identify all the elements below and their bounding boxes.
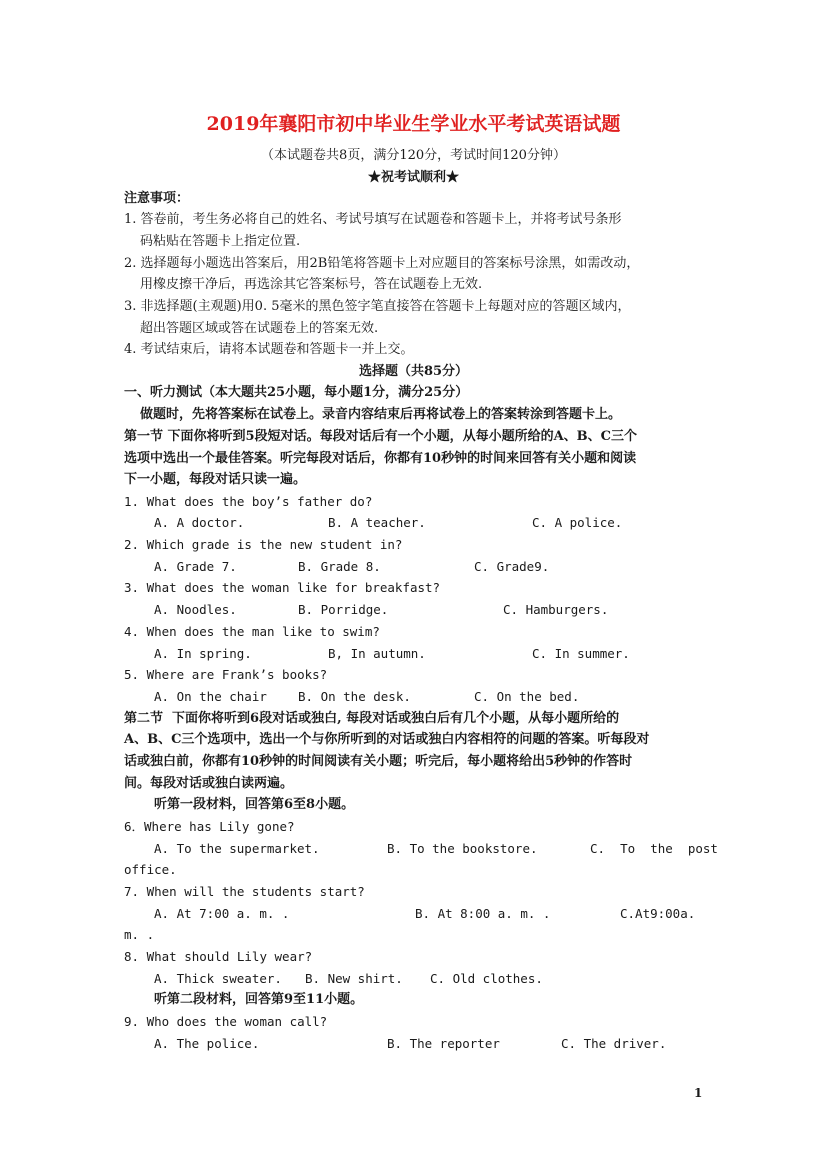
q1-option-c: C. A police. xyxy=(532,515,623,530)
notes-heading: 注意事项： xyxy=(124,191,190,206)
section2-line-1: 第二节 下面你将听到6段对话或独白, 每段对话或独白后有几个小题，从每小题所给的 xyxy=(124,711,620,726)
q2-option-b: B. Grade 8. xyxy=(298,559,381,574)
note-2-line-1: 2. 选择题每小题选出答案后，用2B铅笔将答题卡上对应题目的答案标号涂黑，如需改动， xyxy=(124,256,640,271)
good-luck-line: ★祝考试顺利★ xyxy=(367,170,459,185)
q9-option-b: B. The reporter xyxy=(387,1036,500,1051)
q4-option-b: B, In autumn. xyxy=(328,646,426,661)
section2-line-4: 间。每段对话或独白读两遍。 xyxy=(124,776,294,791)
q3-option-a: A. Noodles. xyxy=(154,602,237,617)
q8-option-b: B. New shirt. xyxy=(305,971,403,986)
q4-option-c: C. In summer. xyxy=(532,646,630,661)
note-3-line-2: 超出答题区域或答在试题卷上的答案无效. xyxy=(140,321,379,336)
part1-instruction: 做题时，先将答案标在试卷上。录音内容结束后再将试卷上的答案转涂到答题卡上。 xyxy=(140,407,622,422)
q8-option-c: C. Old clothes. xyxy=(430,971,543,986)
q3-option-b: B. Porridge. xyxy=(298,602,389,617)
material-2-heading: 听第二段材料，回答第9至11小题。 xyxy=(154,992,364,1007)
section1-line-3: 下一小题，每段对话只读一遍。 xyxy=(124,472,307,487)
q7-option-a: A. At 7:00 a. m. . xyxy=(154,906,290,921)
question-8: 8. What should Lily wear? xyxy=(124,949,313,964)
q6-option-a: A. To the supermarket. xyxy=(154,841,320,856)
q9-option-c: C. The driver. xyxy=(561,1036,667,1051)
q6-option-c: C. To the post xyxy=(590,841,718,856)
section2-line-3: 话或独白前，你都有10秒钟的时间阅读有关小题；听完后，每小题将给出5秒钟的作答时 xyxy=(124,754,633,769)
q7-option-c: C.At9:00a. xyxy=(620,906,696,921)
q5-option-b: B. On the desk. xyxy=(298,689,411,704)
q6-option-b: B. To the bookstore. xyxy=(387,841,538,856)
q7-option-b: B. At 8:00 a. m. . xyxy=(415,906,551,921)
section1-line-1: 第一节 下面你将听到5段短对话。每段对话后有一个小题，从每小题所给的A、B、C三个 xyxy=(124,429,637,444)
q1-option-b: B. A teacher. xyxy=(328,515,426,530)
question-5: 5. Where are Frank’s books? xyxy=(124,667,328,682)
page-number: 1 xyxy=(694,1086,703,1100)
note-4: 4. 考试结束后，请将本试题卷和答题卡一并上交。 xyxy=(124,342,414,357)
q6-option-c-continued: office. xyxy=(124,862,177,877)
note-1-line-1: 1. 答卷前，考生务必将自己的姓名、考试号填写在试题卷和答题卡上，并将考试号条形 xyxy=(124,212,622,227)
q7-option-c-continued: m. . xyxy=(124,927,155,942)
q9-option-a: A. The police. xyxy=(154,1036,260,1051)
question-3: 3. What does the woman like for breakfast? xyxy=(124,580,441,595)
q8-option-a: A. Thick sweater. xyxy=(154,971,282,986)
question-4: 4. When does the man like to swim? xyxy=(124,624,380,639)
note-2-line-2: 用橡皮擦干净后，再选涂其它答案标号，答在试题卷上无效. xyxy=(140,277,483,292)
q2-option-c: C. Grade9. xyxy=(474,559,550,574)
part1-heading: 一、听力测试（本大题共25小题，每小题1分，满分25分） xyxy=(124,385,469,400)
exam-info: （本试题卷共8页，满分120分，考试时间120分钟） xyxy=(261,148,566,163)
material-1-heading: 听第一段材料，回答第6至8小题。 xyxy=(154,797,355,812)
choice-section-heading: 选择题（共85分） xyxy=(358,364,469,379)
section2-line-2: A、B、C三个选项中，选出一个与你所听到的对话或独白内容相符的问题的答案。听每段对 xyxy=(124,732,650,747)
question-7: 7. When will the students start? xyxy=(124,884,365,899)
q3-option-c: C. Hamburgers. xyxy=(503,602,609,617)
question-1: 1. What does the boy’s father do? xyxy=(124,494,373,509)
section1-line-2: 选项中选出一个最佳答案。听完每段对话后，你都有10秒钟的时间来回答有关小题和阅读 xyxy=(124,451,637,466)
q4-option-a: A. In spring. xyxy=(154,646,252,661)
question-6: 6．Where has Lily gone? xyxy=(124,819,295,834)
question-9: 9. Who does the woman call? xyxy=(124,1014,328,1029)
page-title: 2019年襄阳市初中毕业生学业水平考试英语试题 xyxy=(206,113,621,135)
note-1-line-2: 码粘贴在答题卡上指定位置. xyxy=(140,234,301,249)
q2-option-a: A. Grade 7. xyxy=(154,559,237,574)
q1-option-a: A. A doctor. xyxy=(154,515,245,530)
note-3-line-1: 3. 非选择题(主观题)用0. 5毫米的黑色签字笔直接答在答题卡上每题对应的答题区域内， xyxy=(124,299,631,314)
question-2: 2. Which grade is the new student in? xyxy=(124,537,403,552)
q5-option-c: C. On the bed. xyxy=(474,689,580,704)
q5-option-a: A. On the chair xyxy=(154,689,267,704)
